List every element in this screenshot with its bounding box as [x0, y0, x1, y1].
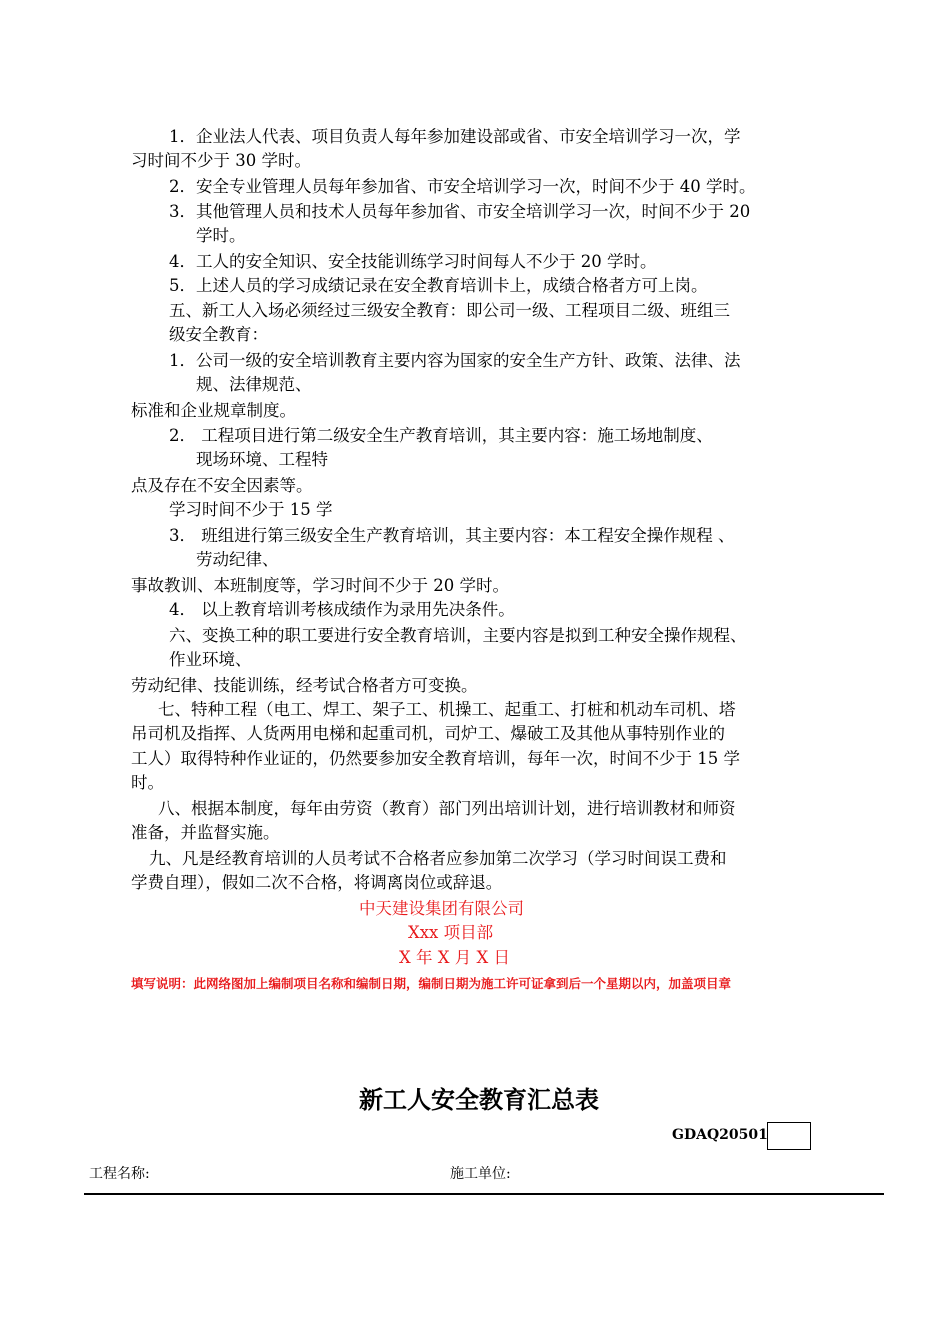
body-line-9: 级安全教育： [169, 325, 268, 344]
body-line-1: 1．企业法人代表、项目负责人每年参加建设部或省、市安全培训学习一次，学 [169, 127, 741, 146]
body-line-19: 事故教训、本班制度等，学习时间不少于 20 学时。 [131, 576, 509, 595]
body-line-13: 2． 工程项目进行第二级安全生产教育培训，其主要内容：施工场地制度、 [169, 426, 713, 445]
body-line-30: 九、凡是经教育培训的人员考试不合格者应参加第二次学习（学习时间误工费和 [149, 849, 727, 868]
body-line-31: 学费自理），假如二次不合格，将调离岗位或辞退。 [131, 873, 503, 892]
body-line-26: 工人）取得特种作业证的，仍然要参加安全教育培训，每年一次，时间不少于 15 学 [131, 749, 740, 768]
body-line-12: 标准和企业规章制度。 [131, 401, 296, 420]
form-code-box[interactable] [767, 1122, 811, 1150]
signature-date: X 年 X 月 X 日 [399, 948, 510, 967]
project-name-label: 工程名称: [89, 1166, 150, 1182]
body-line-7: 5．上述人员的学习成绩记录在安全教育培训卡上，成绩合格者方可上岗。 [169, 276, 708, 295]
body-line-6: 4．工人的安全知识、安全技能训练学习时间每人不少于 20 学时。 [169, 252, 657, 271]
body-line-15: 点及存在不安全因素等。 [131, 476, 313, 495]
body-line-17: 3． 班组进行第三级安全生产教育培训，其主要内容：本工程安全操作规程 、 [169, 526, 735, 545]
body-line-21: 六、变换工种的职工要进行安全教育培训，主要内容是拟到工种安全操作规程、 [169, 626, 747, 645]
body-line-27: 时。 [131, 773, 164, 792]
body-line-25: 吊司机及指挥、人货两用电梯和起重司机，司炉工、爆破工及其他从事特别作业的 [131, 724, 725, 743]
body-line-29: 准备，并监督实施。 [131, 823, 280, 842]
body-line-11: 规、法律规范、 [196, 375, 312, 394]
body-line-20: 4． 以上教育培训考核成绩作为录用先决条件。 [169, 600, 515, 619]
body-line-2: 习时间不少于 30 学时。 [131, 151, 311, 170]
body-line-22: 作业环境、 [169, 650, 252, 669]
body-line-16: 学习时间不少于 15 学 [169, 500, 333, 519]
body-line-8: 五、新工人入场必须经过三级安全教育：即公司一级、工程项目二级、班组三 [169, 301, 730, 320]
form-title: 新工人安全教育汇总表 [359, 1086, 599, 1114]
body-line-24: 七、特种工程（电工、焊工、架子工、机操工、起重工、打桩和机动车司机、塔 [158, 700, 736, 719]
form-code: GDAQ20501 [672, 1127, 768, 1143]
header-divider [84, 1193, 884, 1195]
body-line-23: 劳动纪律、技能训练，经考试合格者方可变换。 [131, 676, 478, 695]
body-line-14: 现场环境、工程特 [196, 450, 328, 469]
body-line-4: 3．其他管理人员和技术人员每年参加省、市安全培训学习一次，时间不少于 20 [169, 202, 751, 221]
construction-unit-label: 施工单位: [450, 1166, 511, 1182]
body-line-5: 学时。 [196, 226, 246, 245]
fill-instruction-note: 填写说明：此网络图加上编制项目名称和编制日期，编制日期为施工许可证拿到后一个星期以内，加盖项目章 [131, 976, 732, 991]
body-line-18: 劳动纪律、 [196, 550, 279, 569]
body-line-28: 八、根据本制度，每年由劳资（教育）部门列出培训计划，进行培训教材和师资 [158, 799, 736, 818]
body-line-3: 2．安全专业管理人员每年参加省、市安全培训学习一次，时间不少于 40 学时。 [169, 177, 756, 196]
signature-company: 中天建设集团有限公司 [359, 899, 524, 918]
signature-project: Xxx 项目部 [408, 923, 494, 942]
body-line-10: 1．公司一级的安全培训教育主要内容为国家的安全生产方针、政策、法律、法 [169, 351, 741, 370]
